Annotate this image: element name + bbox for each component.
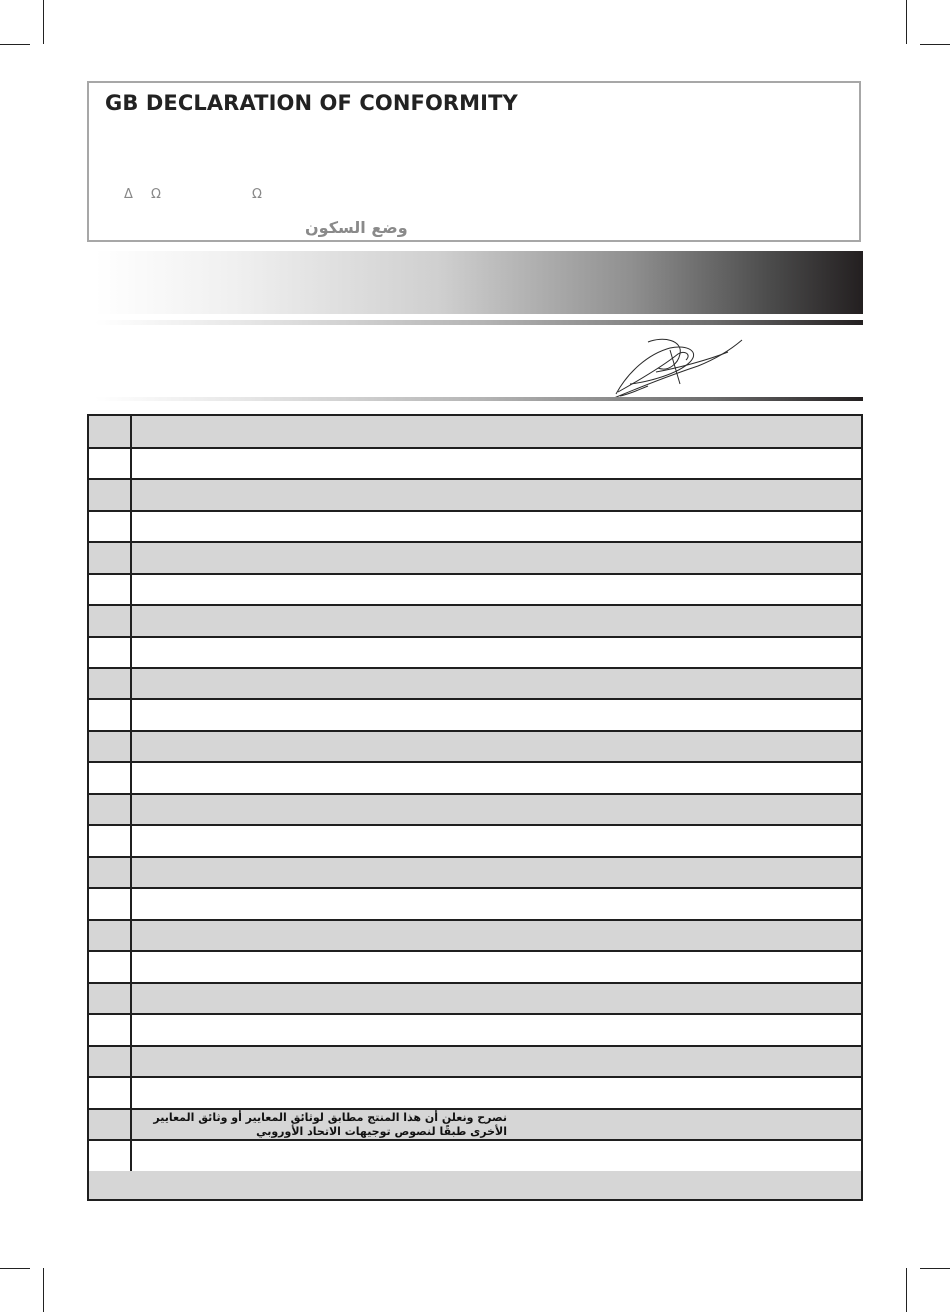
- row-content-cell: [132, 984, 861, 1013]
- row-number-cell: [89, 763, 132, 793]
- row-number-cell: [89, 1078, 132, 1108]
- separator-line: [95, 320, 863, 325]
- row-number-cell: [89, 449, 132, 478]
- arabic-declaration-text: نصرح ونعلن أن هذا المنتج مطابق لوثائق المعايير أو وثائق المعايير الأخرى طبقًا لنصوص توجيهات الاتحاد الأوروبي: [153, 1111, 507, 1138]
- row-content-cell: [132, 1047, 861, 1076]
- row-number-cell: [89, 606, 132, 636]
- crop-mark: [43, 0, 44, 44]
- row-content-cell: [132, 1141, 861, 1171]
- row-number-cell: [89, 1015, 132, 1045]
- table-row: [89, 921, 861, 952]
- row-content-cell: [132, 606, 861, 636]
- table-row: [89, 889, 861, 921]
- table-row: [89, 826, 861, 858]
- crop-mark: [920, 44, 950, 45]
- row-number-cell: [89, 1141, 132, 1171]
- row-number-cell: [89, 1171, 132, 1199]
- row-number-cell: [89, 732, 132, 761]
- row-number-cell: [89, 638, 132, 667]
- row-content-cell: [132, 763, 861, 793]
- row-number-cell: [89, 543, 132, 573]
- crop-mark: [920, 1268, 950, 1269]
- row-number-cell: [89, 858, 132, 887]
- table-row: [89, 984, 861, 1015]
- row-content-cell: [132, 512, 861, 541]
- row-number-cell: [89, 575, 132, 604]
- omega-symbol: Ω: [252, 187, 262, 202]
- conformity-table: [87, 414, 863, 1201]
- row-number-cell: [89, 921, 132, 950]
- row-number-cell: [89, 889, 132, 919]
- row-content-cell: [132, 921, 861, 950]
- row-content-cell: [132, 449, 861, 478]
- row-content-cell: [132, 858, 861, 887]
- row-content-cell: [132, 1078, 861, 1108]
- row-number-cell: [89, 669, 132, 698]
- row-content-cell: [132, 480, 861, 510]
- table-row: [89, 700, 861, 732]
- row-number-cell: [89, 700, 132, 730]
- row-number-cell: [89, 416, 132, 447]
- table-row: [89, 858, 861, 889]
- row-content-cell: [132, 1015, 861, 1045]
- declaration-title: GB DECLARATION OF CONFORMITY: [105, 91, 518, 115]
- table-row: [89, 638, 861, 669]
- table-row: [89, 669, 861, 700]
- table-row: [89, 1110, 861, 1141]
- row-content-cell: [132, 795, 861, 824]
- gradient-banner: [95, 251, 863, 314]
- row-number-cell: [89, 952, 132, 982]
- row-content-cell: [132, 638, 861, 667]
- row-content-cell: [132, 732, 861, 761]
- table-row: [89, 416, 861, 449]
- table-row: [89, 512, 861, 543]
- row-content-cell: [132, 669, 861, 698]
- row-number-cell: [89, 795, 132, 824]
- row-content-cell: [132, 1110, 861, 1139]
- table-row: [89, 1047, 861, 1078]
- table-row: [89, 763, 861, 795]
- row-content-cell: [132, 543, 861, 573]
- row-number-cell: [89, 984, 132, 1013]
- row-number-cell: [89, 826, 132, 856]
- row-content-cell: [132, 416, 861, 447]
- row-content-cell: [132, 826, 861, 856]
- table-row: [89, 795, 861, 826]
- table-row: [89, 543, 861, 575]
- crop-mark: [0, 1268, 30, 1269]
- crop-mark: [0, 44, 30, 45]
- crop-mark: [906, 1268, 907, 1312]
- table-row: [89, 1015, 861, 1047]
- table-row: [89, 449, 861, 480]
- crop-mark: [906, 0, 907, 44]
- row-content-cell: [132, 700, 861, 730]
- crop-mark: [43, 1268, 44, 1312]
- declaration-header-box: [87, 81, 861, 242]
- table-row: [89, 606, 861, 638]
- row-content-cell: [132, 889, 861, 919]
- separator-line: [95, 397, 863, 401]
- table-row: [89, 1141, 861, 1173]
- row-content-cell: [132, 575, 861, 604]
- row-number-cell: [89, 1047, 132, 1076]
- row-number-cell: [89, 480, 132, 510]
- signature-image: [608, 332, 748, 402]
- omega-symbol: Ω: [151, 187, 161, 202]
- table-footer-row: [89, 1171, 861, 1199]
- table-row: [89, 952, 861, 984]
- row-number-cell: [89, 1110, 132, 1139]
- row-number-cell: [89, 512, 132, 541]
- table-row: [89, 575, 861, 606]
- table-row: [89, 732, 861, 763]
- row-content-cell: [132, 952, 861, 982]
- arabic-standby-label: وضع السكون: [305, 218, 408, 237]
- table-row: [89, 480, 861, 512]
- table-row: [89, 1078, 861, 1110]
- delta-symbol: Δ: [124, 187, 133, 202]
